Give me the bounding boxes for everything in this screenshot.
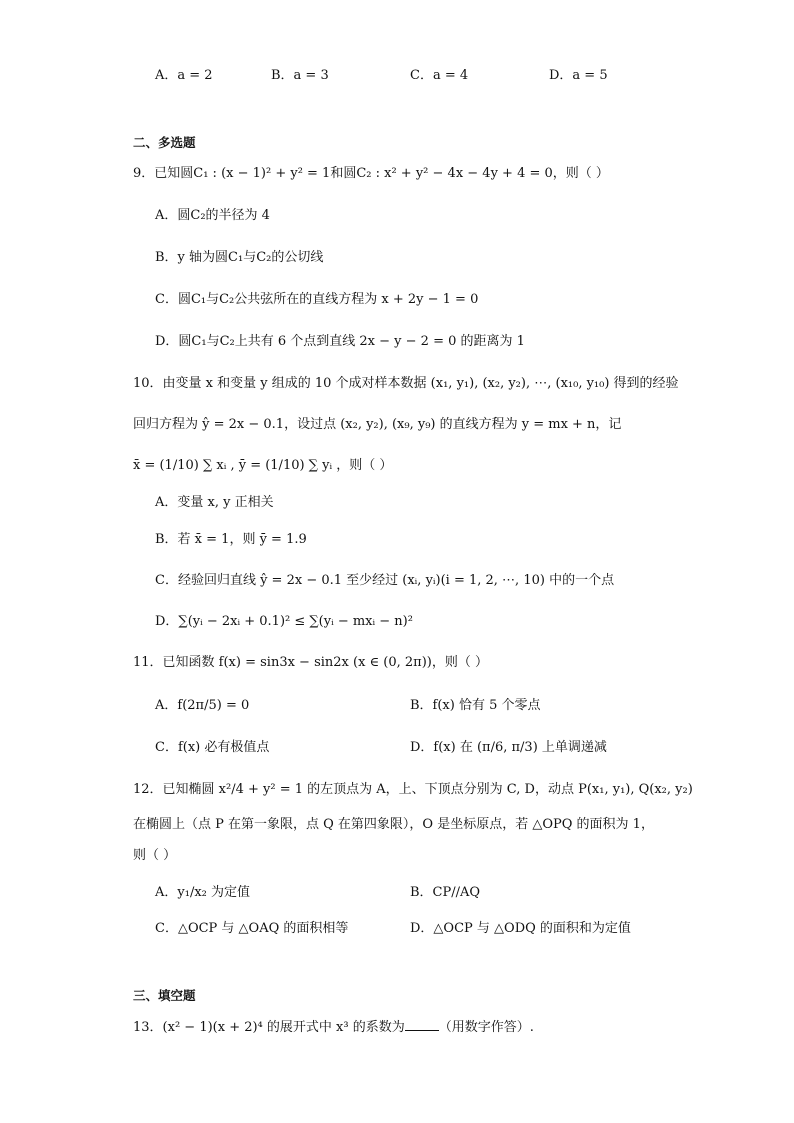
q8-option-a: A．a = 2 bbox=[155, 68, 213, 83]
q12-option-d: D．△OCP 与 △ODQ 的面积和为定值 bbox=[410, 921, 631, 936]
q10-option-c: C．经验回归直线 ŷ = 2x − 0.1 至少经过 (xᵢ, yᵢ)(i = 1, 2, ⋯, 10) 中的一个点 bbox=[155, 573, 615, 588]
q9-option-d: D．圆C₁与C₂上共有 6 个点到直线 2x − y − 2 = 0 的距离为 1 bbox=[155, 334, 525, 349]
q13-stem: 13．(x² − 1)(x + 2)⁴ 的展开式中 x³ 的系数为 bbox=[133, 1020, 405, 1035]
section-title-fill-in: 三、填空题 bbox=[133, 988, 196, 1003]
q10-option-d: D．∑(yᵢ − 2xᵢ + 0.1)² ≤ ∑(yᵢ − mxᵢ − n)² bbox=[155, 614, 413, 629]
q13-line bbox=[133, 1017, 534, 1038]
q13-answer-blank[interactable] bbox=[405, 1017, 439, 1031]
q12-stem-line3: 则（ ） bbox=[133, 848, 177, 863]
q8-option-b: B．a = 3 bbox=[271, 68, 329, 83]
q8-option-d: D．a = 5 bbox=[549, 68, 608, 83]
section-title-multiple-choice: 二、多选题 bbox=[133, 135, 196, 150]
q10-option-a: A．变量 x, y 正相关 bbox=[155, 495, 274, 510]
q9-option-b: B．y 轴为圆C₁与C₂的公切线 bbox=[155, 250, 324, 265]
q11-option-a: A．f(2π/5) = 0 bbox=[155, 698, 250, 713]
q8-option-c: C．a = 4 bbox=[410, 68, 469, 83]
q9-option-a: A．圆C₂的半径为 4 bbox=[155, 208, 270, 223]
q10-stem-line3: x̄ = (1/10) ∑ xᵢ , ȳ = (1/10) ∑ yᵢ ，则（ ） bbox=[133, 458, 393, 473]
q10-option-b: B．若 x̄ = 1，则 ȳ = 1.9 bbox=[155, 532, 307, 547]
q11-option-c: C．f(x) 必有极值点 bbox=[155, 740, 270, 755]
q11-option-b: B．f(x) 恰有 5 个零点 bbox=[410, 698, 541, 713]
q11-stem: 11．已知函数 f(x) = sin3x − sin2x (x ∈ (0, 2π))，则（ ） bbox=[133, 655, 489, 670]
q12-option-c: C．△OCP 与 △OAQ 的面积相等 bbox=[155, 921, 349, 936]
q12-option-b: B．CP//AQ bbox=[410, 885, 481, 900]
q12-stem-line1: 12．已知椭圆 x²/4 + y² = 1 的左顶点为 A，上、下顶点分别为 C, D，动点 P(x₁, y₁), Q(x₂, y₂) bbox=[133, 782, 693, 797]
q12-option-a: A．y₁/x₂ 为定值 bbox=[155, 885, 250, 900]
q10-stem-line2: 回归方程为 ŷ = 2x − 0.1，设过点 (x₂, y₂), (x₉, y₉) 的直线方程为 y = mx + n，记 bbox=[133, 417, 622, 432]
q11-option-d: D．f(x) 在 (π/6, π/3) 上单调递减 bbox=[410, 740, 607, 755]
q9-stem: 9．已知圆C₁ : (x − 1)² + y² = 1和圆C₂ : x² + y² − 4x − 4y + 4 = 0，则（ ） bbox=[133, 166, 609, 181]
q9-option-c: C．圆C₁与C₂公共弦所在的直线方程为 x + 2y − 1 = 0 bbox=[155, 292, 479, 307]
q13-stem-suffix: （用数字作答）. bbox=[438, 1020, 534, 1035]
q12-stem-line2: 在椭圆上（点 P 在第一象限，点 Q 在第四象限），O 是坐标原点，若 △OPQ 的面积为 1， bbox=[133, 817, 654, 832]
q10-stem-line1: 10．由变量 x 和变量 y 组成的 10 个成对样本数据 (x₁, y₁), (x₂, y₂), ⋯, (x₁₀, y₁₀) 得到的经验 bbox=[133, 376, 679, 391]
